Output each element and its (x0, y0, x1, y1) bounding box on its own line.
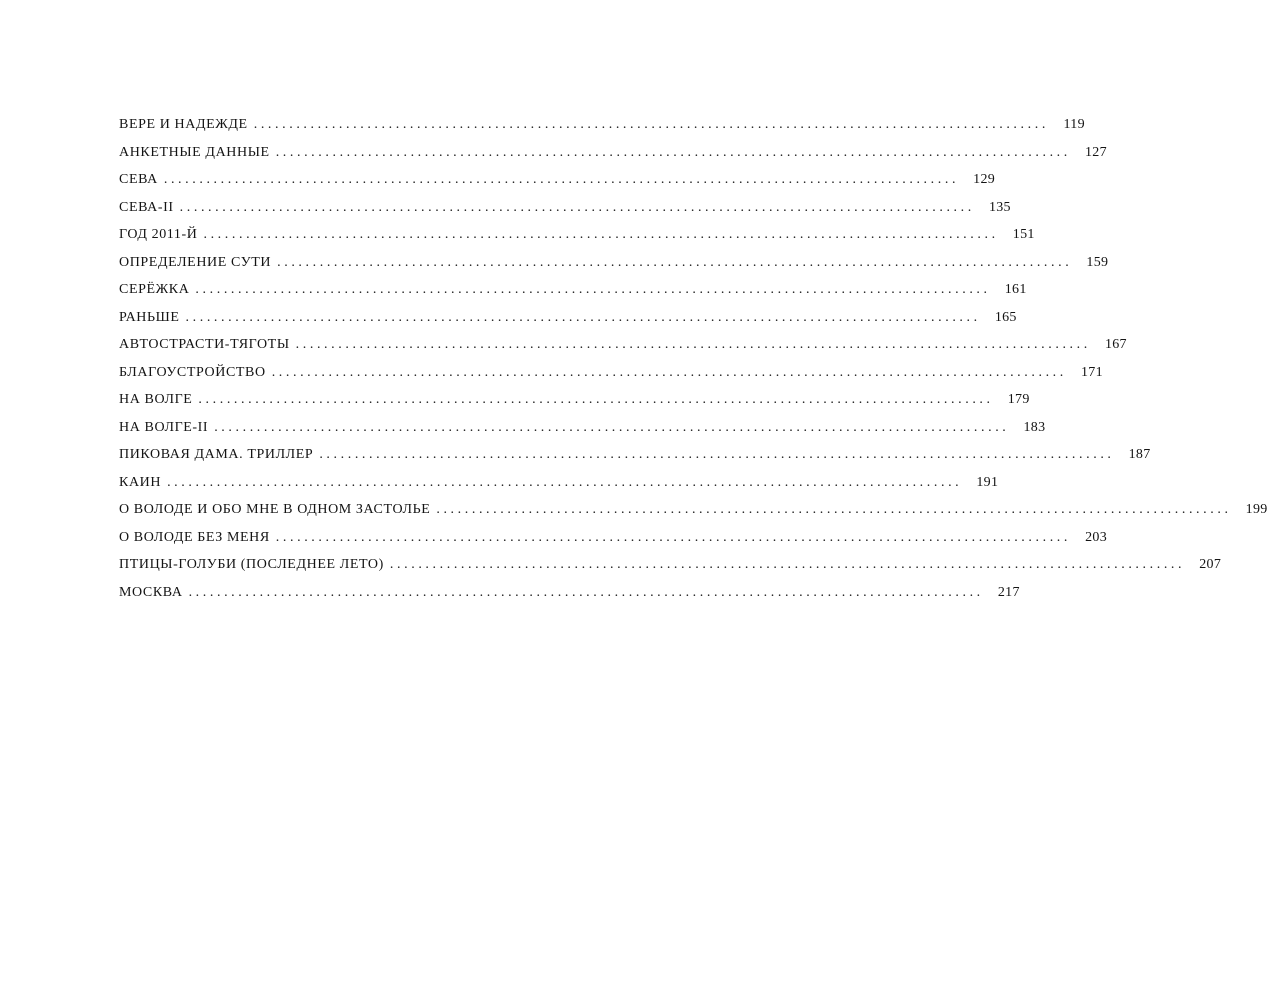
toc-entry-title: СЕВА-II (119, 199, 174, 215)
toc-entry-title: ПИКОВАЯ ДАМА. ТРИЛЛЕР (119, 447, 314, 462)
toc-entry-title: АВТОСТРАСТИ-ТЯГОТЫ (119, 337, 290, 352)
toc-entry-title: О ВОЛОДЕ БЕЗ МЕНЯ (119, 529, 270, 545)
toc-dot-leader: ................................................................................................................ (214, 419, 1010, 435)
toc-dot-leader: ................................................................................................................ (195, 282, 991, 297)
toc-entry-title: МОСКВА (119, 584, 183, 600)
toc-page-number: 119 (1063, 117, 1085, 132)
toc-entry (119, 172, 996, 200)
toc-page-number: 167 (1104, 337, 1127, 352)
toc-entry (119, 392, 1030, 420)
toc-page-number: 135 (988, 199, 1011, 215)
toc-dot-leader: ................................................................................................................ (389, 557, 1186, 572)
toc-dot-leader: ................................................................................................................ (277, 254, 1073, 270)
toc-dot-leader: ................................................................................................................ (179, 199, 975, 215)
toc-page-number: 207 (1199, 557, 1222, 572)
toc-dot-leader: ................................................................................................................ (253, 117, 1049, 132)
toc-page-number: 151 (1012, 227, 1035, 242)
toc-entry-title: СЕРЁЖКА (119, 282, 190, 297)
toc-entry (119, 337, 1127, 365)
toc-page-number: 203 (1085, 529, 1107, 545)
toc-entry (119, 557, 1222, 585)
toc-page-number: 129 (973, 172, 996, 187)
toc-entry-title: РАНЬШЕ (119, 309, 180, 325)
toc-entry (119, 309, 1017, 338)
toc-entry-title: КАИН (119, 474, 162, 490)
toc-page-number: 171 (1080, 364, 1103, 380)
toc-entry (119, 144, 1107, 173)
toc-dot-leader: ................................................................................................................ (271, 364, 1067, 380)
toc-entry-title: АНКЕТНЫЕ ДАННЫЕ (119, 144, 270, 160)
toc-page-number: 159 (1086, 254, 1109, 270)
toc-entry-title: О ВОЛОДЕ И ОБО МНЕ В ОДНОМ ЗАСТОЛЬЕ (119, 502, 431, 517)
toc-dot-leader: ................................................................................................................ (163, 172, 960, 187)
toc-dot-leader: ................................................................................................................ (203, 227, 999, 242)
toc-entry (119, 529, 1107, 558)
toc-entry (119, 474, 999, 503)
toc-page-number: 165 (994, 309, 1017, 325)
toc-dot-leader: ................................................................................................................ (436, 502, 1232, 517)
toc-entry-title: НА ВОЛГЕ (119, 392, 193, 407)
toc-page-number: 191 (976, 474, 999, 490)
toc-entry-title: БЛАГОУСТРОЙСТВО (119, 364, 266, 380)
toc-page-number: 187 (1128, 447, 1151, 462)
toc-page-number: 183 (1023, 419, 1046, 435)
toc-entry (119, 199, 1011, 228)
toc-entry-title: ГОД 2011-Й (119, 227, 198, 242)
toc-page-number: 179 (1007, 392, 1030, 407)
toc-dot-leader: ................................................................................................................ (275, 529, 1071, 545)
toc-page-number: 199 (1245, 502, 1268, 517)
toc-entry-title: НА ВОЛГЕ-II (119, 419, 209, 435)
toc-entry (119, 227, 1035, 255)
toc-entry (119, 419, 1046, 448)
toc-entry (119, 364, 1103, 393)
toc-entry (119, 502, 1268, 530)
toc-entry (119, 447, 1151, 475)
toc-entry (119, 254, 1109, 283)
toc-dot-leader: ................................................................................................................ (198, 392, 994, 407)
table-of-contents (119, 117, 1268, 612)
toc-page-number: 217 (997, 584, 1020, 600)
toc-dot-leader: ................................................................................................................ (295, 337, 1091, 352)
toc-entry (119, 282, 1027, 310)
toc-entry-title: ОПРЕДЕЛЕНИЕ СУТИ (119, 254, 272, 270)
toc-entry-title: ПТИЦЫ-ГОЛУБИ (ПОСЛЕДНЕЕ ЛЕТО) (119, 557, 384, 572)
toc-entry (119, 117, 1085, 145)
toc-dot-leader: ................................................................................................................ (167, 474, 963, 490)
toc-entry-title: СЕВА (119, 172, 158, 187)
toc-page-number: 161 (1004, 282, 1027, 297)
toc-entry (119, 584, 1020, 613)
toc-dot-leader: ................................................................................................................ (275, 144, 1071, 160)
toc-page-number: 127 (1084, 144, 1107, 160)
toc-entry-title: ВЕРЕ И НАДЕЖДЕ (119, 117, 248, 132)
toc-dot-leader: ................................................................................................................ (188, 584, 984, 600)
toc-dot-leader: ................................................................................................................ (185, 309, 981, 325)
toc-dot-leader: ................................................................................................................ (319, 447, 1115, 462)
